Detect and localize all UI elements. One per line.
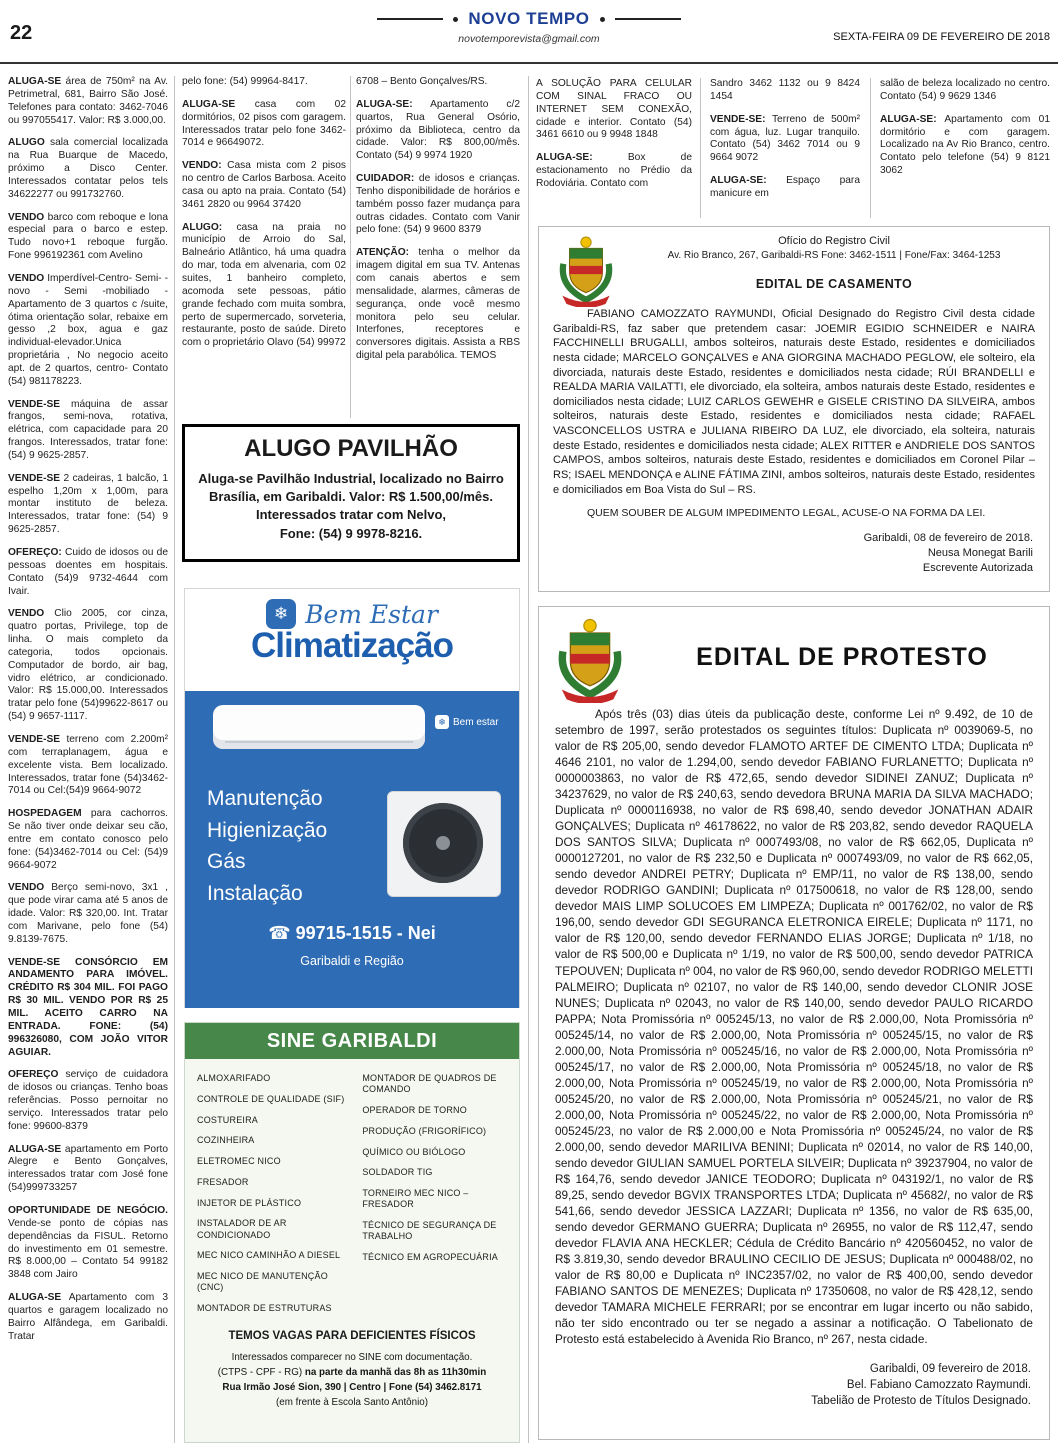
classified-ad: VENDO Berço semi-novo, 3x1 , que pode virar cama até 5 anos de idade. Valor: R$ 320,00. Int. Tratar com Marivane, pelo fone (54) 9.8139-7675. (8, 882, 168, 945)
classified-ad: ALUGA-SE apartamento em Porto Alegre e Bento Gonçalves, interessados tratar com José fone (54)999733257 (8, 1143, 168, 1194)
classified-ad: VENDO barco com reboque e lona especial para o barco e estep. Tudo novo+1 reboque furgão. Fone 996192361 com Avelino (8, 211, 168, 262)
job-item: INJETOR DE PLÁSTICO (197, 1197, 302, 1208)
classifieds-column-1 (8, 76, 168, 1353)
service-item: Gás (207, 850, 246, 873)
job-item: INSTALADOR DE AR CONDICIONADO (197, 1218, 287, 1240)
protesto-body: Após três (03) dias úteis da publicação deste, conforme Lei nº 9.492, de 10 de setembro de 1997, serão protestados os seguintes títulos: Duplicata nº 0039069-5, no valor de R$ 205,00, sendo devedor FLAMOTO ARTEF DE CIMENTO LTDA; Duplicata nº 4646 2101, no valor de 1.294,00, sendo devedor FABIANO FURLANETTO; Duplicata nº 0000003863, no valor de R$ 472,65, sendo devedor SIDINEI ZANUZ; Duplicata nº 34237629, no valor de R$ 240,63, sendo devedora BRUNA MARIA DA SILVA MACHADO; Duplicata nº 0000116938, no valor de R$ 698,40, sendo devedor JONATHAN ADAIR GONÇALVES; Duplicata nº 46178622, no valor de R$ 203,82, sendo devedor RAQUELA DOS SANTOS SILVA; Duplicata nº 0007493/08, no valor de R$ 662,05, Duplicata nº 0000127201, no valor de R$ 232,50 e Duplicata nº 0007493/09, no valor de R$ 662,05, sendo devedor ANDREI PETRY; Duplicata nº EMP/11, no valor de R$ 138,00, sendo devedor RODRIGO GANDINI; Duplicata nº 017500618, no valor de R$ 128,00, sendo devedor MAIS LIMP SOLUCOES EM LIMPEZA; Duplicata nº 001762/02, no valor de R$ 196,00, sendo devedor GDI SEGURANCA ELETRONICA EIRELE; Duplicata nº 1171, no valor de R$ 120,00, sendo devedor FERNANDO ELIAS JORGE; Duplicata nº 1/18, no valor de R$ 500,00 e Duplicata nº 1/19, no valor de R$ 500,00, sendo devedor PATRICA TEPOUVEN; Duplicata nº 004, no valor de R$ 960,00, sendo devedor RODRIGO MELETTI PALMEIRO; Duplicata nº 02107, no valor de R$ 140,00, sendo devedor CLONIR JOSE NUNES; Duplicata nº 02043, no valor de R$ 140,00, sendo devedor PAULO RICARDO PAPPA; Nota Promissória nº 005245/13, no valor de R$ 2.000,00, Nota Promissória nº 005245/14, no valor de R$ 2.000,00, Nota Promissória nº 005245/15, no valor de R$ 2.000,00, Nota Promissória nº 005245/16, no valor de R$ 2.000,00, Nota Promissória nº 005245/17, no valor de R$ 2.000,00, Nota Promissória nº 005245/18, no valor de R$ 2.000,00, Nota Promissória nº 005245/19, no valor de R$ 2.000,00, Nota Promissória nº 005245/20, no valor de R$ 2.000,00, Nota Promissória nº 005245/21, no valor de R$ 2.000,00, Nota Promissória nº 005245/22, no valor de R$ 2.000,00, Nota Promissória nº 005245/23, no valor de R$ 2.000,00 e Nota Promissória nº 005245/24, no valor de R$ 2.000,00, sendo devedor MARILIVA BENINI; Duplicata nº 02014, no valor de R$ 140,00, sendo devedor GIULIAN SAMUEL PORTELA SILVEIR; Duplicata nº 39237904, no valor de R$ 164,76, sendo devedor JANICE TEODORO; Duplicata nº 043192/1, no valor de R$ 89,25, sendo devedor BGVIX TRANSPORTES LTDA; Duplicata nº 45682/, no valor de R$ 541,66, sendo devedor JESSICA LAZZARI; Duplicata nº 1356, no valor de R$ 635,00, sendo devedor GERMANO GUERRA; Duplicata nº 26955, no valor de R$ 112,47, sendo devedor FLAVIA ANA HECKLER; Cédula de Crédito Bancário nº 420560452, no valor de R$ 3.819,30, sendo devedor BRAULINO CECILIO DE JESUS; Duplicata nº 000488/02, no valor de R$ 80,00 e Duplicata nº INC2357/02, no valor de R$ 400,00, sendo devedor FABIANO SANTOS DE MENEZES; Duplicata nº 17350608, no valor de R$ 428,12, sendo devedor TAMARA MICHELE FERRARI; por se encontrar em lugar incerto ou não sabido, não ter sido encontrado ou ter se negado a assinar a notificação. O Tabelionato de Protesto está estabelecido à Avenida Rio Branco, nº 267, nesta cidade. (555, 707, 1033, 1347)
classified-ad: pelo fone: (54) 99964-8417. (182, 76, 308, 87)
header-divider (0, 62, 1058, 64)
masthead-dot-left (453, 17, 458, 22)
classified-ad: ALUGA-SE: Espaço para manicure em (710, 175, 860, 199)
protesto-date: Garibaldi, 09 fevereiro de 2018. (869, 1363, 1031, 1376)
column-divider (870, 78, 871, 218)
column-divider (350, 76, 351, 418)
snowflake-icon: ❄ (266, 599, 296, 629)
edital-protesto (538, 606, 1050, 1440)
classified-ad: CUIDADOR: de idosos e crianças. Tenho disponibilidade de horários e também posso fazer mudança para outras cidades. Contato com Vanir pelo fone: (54) 9 9600 8379 (356, 173, 520, 236)
job-item: CONTROLE DE QUALIDADE (SIF) (197, 1093, 345, 1104)
job-item: ELETROMEC NICO (197, 1156, 281, 1166)
classified-ad: ALUGA-SE: Box de estacionamento no Prédio da Rodoviária. Contato com (536, 152, 692, 189)
classified-ad: OPORTUNIDADE DE NEGÓCIO. Vende-se ponto de cópias nas dependências da FISUL. Retorno do investimento em 01 semestre. R$ 8.000,00 – Contato 54 99182 3848 com Jairo (8, 1204, 168, 1281)
classified-ad: OFEREÇO serviço de cuidadora de idosos ou crianças. Tenho boas referências. Posso pernoitar no serviço. Interessados tratar pelo fone: 99600-8379 (8, 1069, 168, 1132)
job-item: TÉCNICO DE SEGURANÇA DE TRABALHO (362, 1220, 497, 1242)
edital-casamento (538, 226, 1050, 592)
classified-ad: VENDE-SE 2 cadeiras, 1 balcão, 1 espelho 1,20m x 1,00m, para montar instituto de beleza. Interessados, tratar fone: (54) 9 9625-2857. (8, 472, 168, 536)
casamento-date: Garibaldi, 08 de fevereiro de 2018. (863, 532, 1033, 545)
air-conditioner-indoor-unit (213, 705, 425, 749)
pavilhao-title: ALUGO PAVILHÃO (244, 435, 458, 462)
newspaper-email: novotemporevista@gmail.com (458, 33, 600, 45)
climatizacao-blue-panel (185, 691, 519, 1008)
classified-ad: ATENÇÃO: tenha o melhor da imagem digital em sua TV. Antenas com canais abertos e sem mensalidade, alarmes, câmeras de segurança, onde você mesmo monitora pelo seu celular. Interfones, receptores e conversores digitais. Assista a RBS digital pela parabólica. TEMOS (356, 247, 520, 362)
brand-script-text: Bem Estar (305, 599, 438, 629)
snowflake-icon: ❄ (435, 715, 449, 729)
classified-ad: ALUGA-SE casa com 02 dormitórios, 02 pisos com garagem. Interessados tratar pelo fone 3462-7014 e 96649072. (182, 98, 346, 149)
classified-ad: VENDO Clio 2005, cor cinza, quatro portas, Privilege, top de linha. O mais completo da categoria, todos opcionais. Computador de bordo, air bag, vidro elétrico, ar condicionado. Valor: R$ 15.000,00. Interessados tratar pelo fone (54)99622-8617 ou (54) 9 9657-1117. (8, 608, 168, 723)
sine-jobs-right (362, 1073, 509, 1324)
casamento-header (639, 235, 1029, 291)
pavilhao-text: Interessados tratar com Nelvo, (255, 507, 447, 523)
climatizacao-ad (184, 588, 520, 1008)
job-item: ALMOXARIFADO (197, 1073, 271, 1083)
protesto-title: EDITAL DE PROTESTO (696, 643, 988, 671)
classified-ad: ALUGA-SE: Apartamento com 01 dormitório e com garagem. Localizado na Av Rio Branco, centro. Contato pelo telefone (54) 9 8121 3062 (880, 113, 1050, 177)
job-item: FRESADOR (197, 1176, 249, 1187)
service-item: Higienização (207, 818, 328, 842)
protesto-signer: Bel. Fabiano Camozzato Raymundi. (846, 1379, 1031, 1392)
masthead-rule-right (615, 18, 681, 20)
climatizacao-logo-area (185, 589, 519, 691)
page-number: 22 (10, 22, 33, 44)
classified-ad: ALUGA-SE área de 750m² na Av. Petrimetral, 681, Bairro São José. Telefones para contato: 3462-7046 ou 997055417. Valor: R$ 3.000,00. (8, 76, 168, 126)
column-divider (528, 76, 529, 1443)
casamento-body: FABIANO CAMOZZATO RAYMUNDI, Oficial Designado do Registro Civil desta cidade Garibaldi-RS, faz saber que pretendem casar: JOEMIR EGIDIO SCHNEIDER e NAIRA FACCHINELLI BRUGALLI, ambos solteiros, naturais deste Estado, residentes e domiciliados nesta cidade; MARCELO GONÇALVES e ANA GIORGINA MACHADO PEGLOW, ele solteiro, ela divorciada, naturais deste Estado, residentes e domiciliados nesta cidade; RÚI BRANDELLI e REALDA MARIA VAILATTI, ele divorciado, ela solteira, ambos naturais deste Estado, residentes e domiciliados nesta cidade; LUIZ CARLOS GEWEHR e GISELE CRISTINO DA SILVEIRA, ambos solteiros, naturais deste Estado, residentes e domiciliados nesta cidade; RAFAEL VASCONCELLOS USTRA e JULIANA RIBEIRO DA LUZ, ele divorciado, ela solteira, naturais deste Estado, residentes e domiciliados nesta cidade; ALEX RITTER e ANDRIELE DOS SANTOS CAMPOS, ambos solteiros, naturais deste Estado, residentes e domiciliados em Coronel Pilar – RS; ISAEL MENDONÇA e ALINE FÁTIMA ZINI, ambos solteiros, naturais deste Estado, residentes e domiciliados em Boa Vista do Sul – RS. (553, 308, 1035, 496)
classified-ad: OFEREÇO: Cuido de idosos ou de pessoas doentes em hospitais. Contato (54)9 9732-4644 com Ivair. (8, 547, 168, 597)
issue-date: SEXTA-FEIRA 09 DE FEVEREIRO DE 2018 (833, 31, 1050, 43)
classifieds-column-4 (536, 78, 692, 201)
column-divider (174, 76, 175, 1443)
casamento-warning: QUEM SOUBER DE ALGUM IMPEDIMENTO LEGAL, ACUSE-O NA FORMA DA LEI. (587, 507, 986, 520)
casamento-signature (555, 531, 1033, 576)
classified-ad: VENDO Imperdível-Centro- Semi- -novo - Semi -mobiliado -Apartamento de 3 quartos c /suite, ótima orientação solar, rebaixe em gesso ,2 box, agua e gaz individual-elevador.Unica proprietária , No negocio aceito apt. de 2 quartos, centro- Contato (54) 981178223. (8, 272, 168, 387)
sine-info-line: Interessados comparecer no SINE com documentação. (231, 1351, 473, 1363)
masthead-dot-right (600, 17, 605, 22)
newspaper-title: NOVO TEMPO (468, 9, 590, 28)
classified-ad: VENDE-SE CONSÓRCIO EM ANDAMENTO PARA IMÓVEL. CRÉDITO R$ 304 MIL. FOI PAGO R$ 30 MIL. VENDO POR R$ 25 MIL. ACEITO CARRO NA ENTRADA. FONE: (54) 996326080, COM JOÃO VITOR AGUIAR. (8, 956, 168, 1058)
protesto-signature (557, 1361, 1031, 1409)
pavilhao-phone: Fone: (54) 9 9978-8216. (279, 525, 423, 541)
job-item: MEC NICO DE MANUTENÇÃO (CNC) (197, 1271, 328, 1293)
classified-ad: VENDE-SE: Terreno de 500m² com água, luz. Lugar tranquilo. Contato (54) 3462 7014 ou 9 9664 9072 (710, 113, 860, 164)
services-list (207, 783, 327, 909)
classified-ad: A SOLUÇÃO PARA CELULAR COM SINAL FRACO OU INTERNET SEM CONEXÃO, cidade e interior. Contato (54) 3461 6610 ou 9 9948 1848 (536, 78, 692, 141)
job-item: SOLDADOR TIG (362, 1167, 433, 1178)
job-item: COSTUREIRA (197, 1114, 259, 1125)
job-item: MONTADOR DE QUADROS DE COMANDO (362, 1073, 497, 1095)
service-item: Instalação (207, 881, 303, 905)
casamento-title: EDITAL DE CASAMENTO (755, 277, 913, 291)
coat-of-arms-icon (553, 617, 627, 708)
job-item: OPERADOR DE TORNO (362, 1105, 467, 1115)
casamento-signer-role: Escrevente Autorizada (922, 561, 1033, 574)
classified-ad: ALUGO: casa na praia no município de Arroio do Sal, Balneário Atlântico, há uma quadra do mar, toda em alvenaria, com 02 suites, 1 banheiro completo, acomoda sete pessoas, pátio grande fechado com muita sombra, perto de supermercado, sorveteria, restaurante, posto de saúde. Direto com o proprietário Olavo (54) 99972 (182, 221, 346, 349)
classified-ad: VENDE-SE terreno com 2.200m² com terraplanagem, água e excelente vista. Bem localizado. Interessados, tratar fone (54)3462-7014 ou Cel:(54)9 9664-9072 (8, 733, 168, 797)
job-item: MEC NICO CAMINHÃO A DIESEL (197, 1250, 341, 1261)
classified-ad: ALUGA-SE Apartamento com 3 quartos e garagem localizado no Bairro Alfândega, em Garibaldi. Tratar (8, 1292, 168, 1342)
air-conditioner-outdoor-unit (387, 791, 501, 897)
sine-jobs-left (197, 1073, 362, 1324)
sine-contact-info (185, 1350, 519, 1411)
sine-highlight: TEMOS VAGAS PARA DEFICIENTES FÍSICOS (228, 1329, 476, 1342)
sine-address: Rua Irmão José Sion, 390 | Centro | Fone (54) 3462.8171 (222, 1382, 482, 1394)
classified-ad: ALUGA-SE: Apartamento c/2 quartos, Rua General Osório, próximo da Biblioteca, centro da cidade. Valor: R$ 800,00/mês. Contato (54) 9 9974 1920 (356, 98, 520, 162)
classifieds-column-5 (710, 78, 860, 211)
sine-info-line: (em frente à Escola Santo Antônio) (276, 1397, 428, 1409)
service-item: Manutenção (207, 787, 323, 810)
job-item: MONTADOR DE ESTRUTURAS (197, 1303, 332, 1313)
brand-badge-label: Bem estar (453, 716, 499, 728)
classified-ad: VENDE-SE máquina de assar frangos, semi-nova, rotativa, elétrica, com capacidade para 20 frangos. Interessados, tratar fone: (54) 9 9625-2857. (8, 398, 168, 461)
sine-info-line: (CTPS - CPF - RG) na parte da manhã das 8h as 11h30min (217, 1366, 487, 1378)
job-item: PRODUÇÃO (FRIGORÍFICO) (362, 1125, 487, 1136)
brand-badge (435, 715, 499, 729)
registry-office-address: Av. Rio Branco, 267, Garibaldi-RS Fone: 3462-1511 | Fone/Fax: 3464-1253 (667, 250, 1001, 261)
classified-ad: 6708 – Bento Gonçalves/RS. (356, 76, 488, 87)
job-item: TORNEIRO MEC NICO – FRESADOR (362, 1188, 469, 1210)
pavilhao-ad-box (182, 424, 520, 562)
climatizacao-region: Garibaldi e Região (300, 954, 404, 968)
classified-ad: ALUGO sala comercial localizada na Rua Buarque de Macedo, próximo a Disco Center. Interessados contatar pelos tels 34622277 ou 991732760. (8, 137, 168, 200)
column-divider (700, 78, 701, 218)
job-item: COZINHEIRA (197, 1135, 255, 1146)
sine-title: SINE GARIBALDI (185, 1023, 519, 1059)
coat-of-arms-icon (555, 235, 617, 312)
fan-icon (403, 803, 483, 883)
classified-ad: HOSPEDAGEM para cachorros. Se não tiver onde deixar seu cão, entre em contato conosco pelo fone: (54)3462-7014 ou Cel: (54)9 9664-9072 (8, 808, 168, 871)
classifieds-column-6 (880, 78, 1050, 188)
brand-main-text: Climatização (251, 626, 453, 665)
classifieds-column-2 (182, 76, 346, 360)
masthead (0, 9, 1058, 29)
climatizacao-phone: ☎ 99715-1515 - Nei (268, 923, 436, 943)
protesto-signer-role: Tabelião de Protesto de Títulos Designado. (811, 1395, 1031, 1408)
casamento-signer: Neusa Monegat Barili (927, 546, 1033, 559)
registry-office-name: Ofício do Registro Civil (778, 235, 890, 247)
masthead-rule-left (377, 18, 443, 20)
job-item: TÉCNICO EM AGROPECUÁRIA (362, 1252, 498, 1262)
classified-ad: Sandro 3462 1132 ou 9 8424 1454 (710, 78, 860, 102)
classified-ad: salão de beleza localizado no centro. Contato (54) 9 9629 1346 (880, 78, 1050, 102)
pavilhao-text: Aluga-se Pavilhão Industrial, localizado no Bairro Brasília, em Garibaldi. Valor: R$ 1.500,00/mês. (198, 471, 504, 505)
phone-icon: ☎ (268, 923, 291, 943)
job-item: QUÍMICO OU BIÓLOGO (362, 1146, 466, 1157)
classifieds-column-3 (356, 76, 520, 373)
classified-ad: VENDO: Casa mista com 2 pisos no centro de Carlos Barbosa. Aceito casa ou apto na praia. Contato (54) 3461 2820 ou 9964 37420 (182, 160, 346, 210)
sine-garibaldi-section (184, 1022, 520, 1443)
